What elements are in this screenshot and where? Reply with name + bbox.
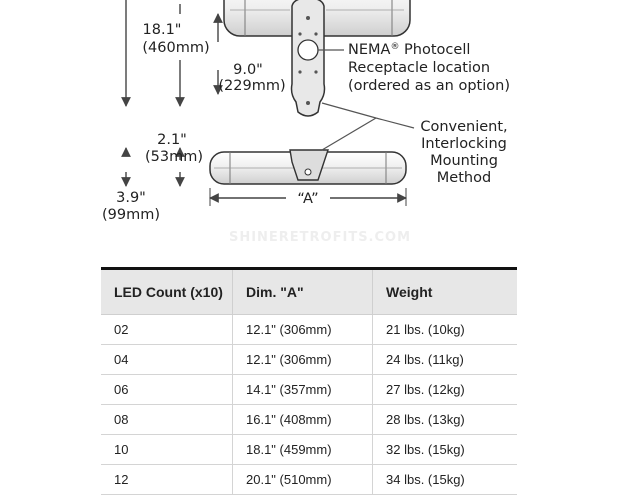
col-weight-header: Weight [373, 269, 518, 315]
table-row [101, 375, 517, 405]
dim-body-inch: 9.0" [233, 62, 263, 78]
col-dim-a-header: Dim. "A" [233, 269, 373, 315]
col-led-count-header: LED Count (x10) [101, 269, 233, 315]
dim-width-a-label: “A” [297, 191, 319, 207]
dim-mount-inch: 2.1" [157, 132, 187, 148]
callout-mount-line2: Interlocking [421, 136, 507, 152]
watermark: SHINERETROFITS.COM [228, 230, 412, 245]
spec-table [101, 267, 517, 495]
cell-dim-a: 12.1" (306mm) [233, 315, 373, 345]
table-row [101, 315, 517, 345]
dim-total-inch: 3.9" [116, 190, 146, 206]
table-row [101, 405, 517, 435]
cell-weight: 27 lbs. (12kg) [373, 375, 518, 405]
callout-mount-line3: Mounting [430, 153, 498, 169]
cell-dim-a: 12.1" (306mm) [233, 345, 373, 375]
cell-dim-a: 20.1" (510mm) [233, 465, 373, 495]
dim-total-mm: (99mm) [101, 207, 161, 223]
dim-mount-mm: (53mm) [144, 149, 204, 165]
cell-weight: 24 lbs. (11kg) [373, 345, 518, 375]
callout-nema-line2: Receptacle location [348, 60, 491, 76]
cell-weight: 34 lbs. (15kg) [373, 465, 518, 495]
fixture-side-view [210, 150, 406, 184]
table-row [101, 345, 517, 375]
dim-overall-inch: 18.1" [142, 22, 182, 38]
photocell-receptacle-icon [298, 40, 318, 60]
cell-dim-a: 14.1" (357mm) [233, 375, 373, 405]
callout-nema-line3: (ordered as an option) [348, 78, 510, 94]
cell-dim-a: 18.1" (459mm) [233, 435, 373, 465]
cell-led-count: 10 [101, 435, 233, 465]
dim-body-mm: (229mm) [218, 78, 286, 94]
cell-led-count: 06 [101, 375, 233, 405]
cell-dim-a: 16.1" (408mm) [233, 405, 373, 435]
callout-mount-line4: Method [436, 170, 492, 186]
cell-weight: 28 lbs. (13kg) [373, 405, 518, 435]
cell-led-count: 12 [101, 465, 233, 495]
cell-led-count: 08 [101, 405, 233, 435]
cell-led-count: 04 [101, 345, 233, 375]
dim-overall-mm: (460mm) [142, 40, 210, 56]
table-row [101, 435, 517, 465]
callout-nema-line1: NEMA® Photocell [348, 42, 471, 58]
cell-weight: 32 lbs. (15kg) [373, 435, 518, 465]
fixture-top-view [224, 0, 410, 116]
cell-led-count: 02 [101, 315, 233, 345]
callout-mount-line1: Convenient, [420, 119, 508, 135]
table-header-row [101, 269, 517, 315]
cell-weight: 21 lbs. (10kg) [373, 315, 518, 345]
